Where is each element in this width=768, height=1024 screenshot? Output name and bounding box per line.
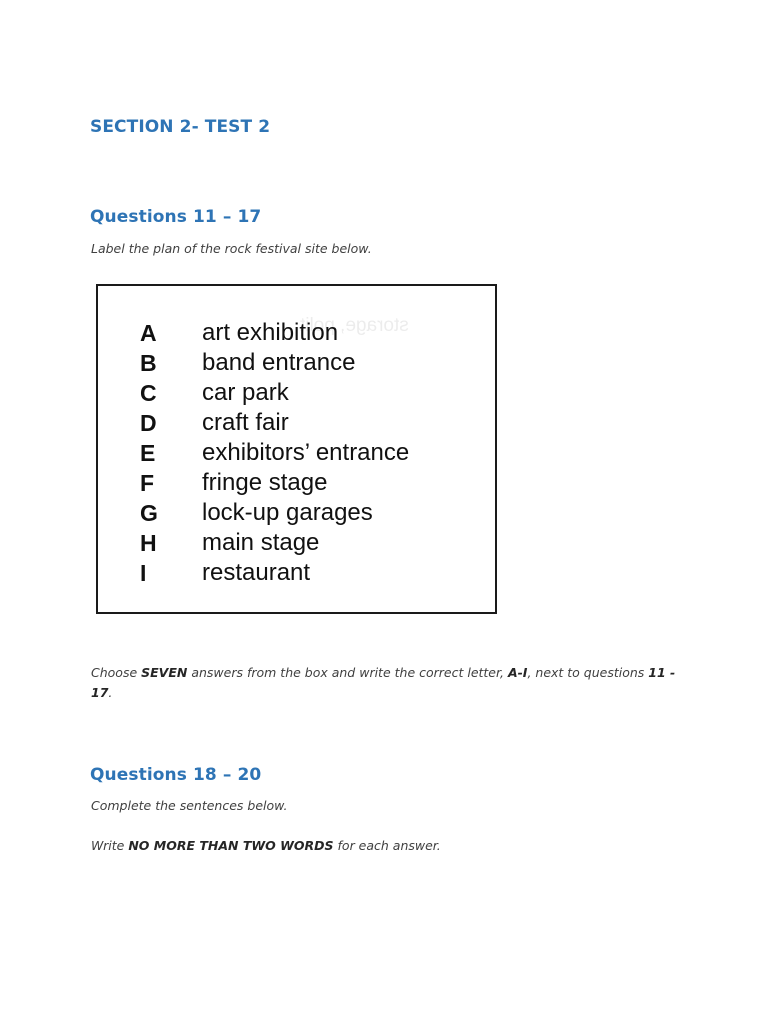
option-label: lock-up garages <box>202 499 373 526</box>
option-letter: G <box>140 500 158 526</box>
option-label: main stage <box>202 529 320 556</box>
answer-options-box <box>96 284 497 614</box>
option-row <box>98 468 495 498</box>
choose-letter-range: A-I <box>507 665 528 680</box>
choose-count: SEVEN <box>141 665 188 680</box>
option-letter: I <box>140 560 147 586</box>
section-title: SECTION 2- TEST 2 <box>90 117 271 137</box>
choose-text: answers from the box and write the correct letter, <box>187 665 508 680</box>
option-row <box>98 408 495 438</box>
choose-text: , next to questions <box>527 665 649 680</box>
option-letter: D <box>140 410 157 436</box>
word-limit: NO MORE THAN TWO WORDS <box>128 838 334 853</box>
option-label: art exhibition <box>202 319 339 346</box>
option-row <box>98 348 495 378</box>
option-label: exhibitors’ entrance <box>202 439 410 466</box>
option-row <box>98 318 495 348</box>
write-text: for each answer. <box>333 838 441 853</box>
option-row <box>98 558 495 588</box>
option-row <box>98 438 495 468</box>
option-label: car park <box>202 379 289 406</box>
choose-instruction <box>91 663 681 703</box>
choose-text: Choose <box>91 665 142 680</box>
complete-sentences-instruction: Complete the sentences below. <box>91 798 288 813</box>
option-label: craft fair <box>202 409 289 436</box>
option-letter: F <box>140 470 155 496</box>
scan-bleed-through-text: storage, polit <box>300 315 409 336</box>
write-text: Write <box>91 838 129 853</box>
option-letter: A <box>140 320 157 346</box>
option-label: restaurant <box>202 559 311 586</box>
label-plan-instruction: Label the plan of the rock festival site below. <box>91 241 372 256</box>
questions-11-17-heading: Questions 11 – 17 <box>90 207 262 227</box>
option-row <box>98 528 495 558</box>
option-letter: B <box>140 350 157 376</box>
option-label: fringe stage <box>202 469 328 496</box>
word-limit-instruction <box>91 836 441 856</box>
option-letter: E <box>140 440 156 466</box>
choose-text: . <box>108 685 113 700</box>
option-row <box>98 378 495 408</box>
option-label: band entrance <box>202 349 356 376</box>
choose-question-range: 11 - 17 <box>91 665 676 700</box>
option-row <box>98 498 495 528</box>
option-letter: C <box>140 380 157 406</box>
questions-18-20-heading: Questions 18 – 20 <box>90 765 262 785</box>
option-letter: H <box>140 530 157 556</box>
